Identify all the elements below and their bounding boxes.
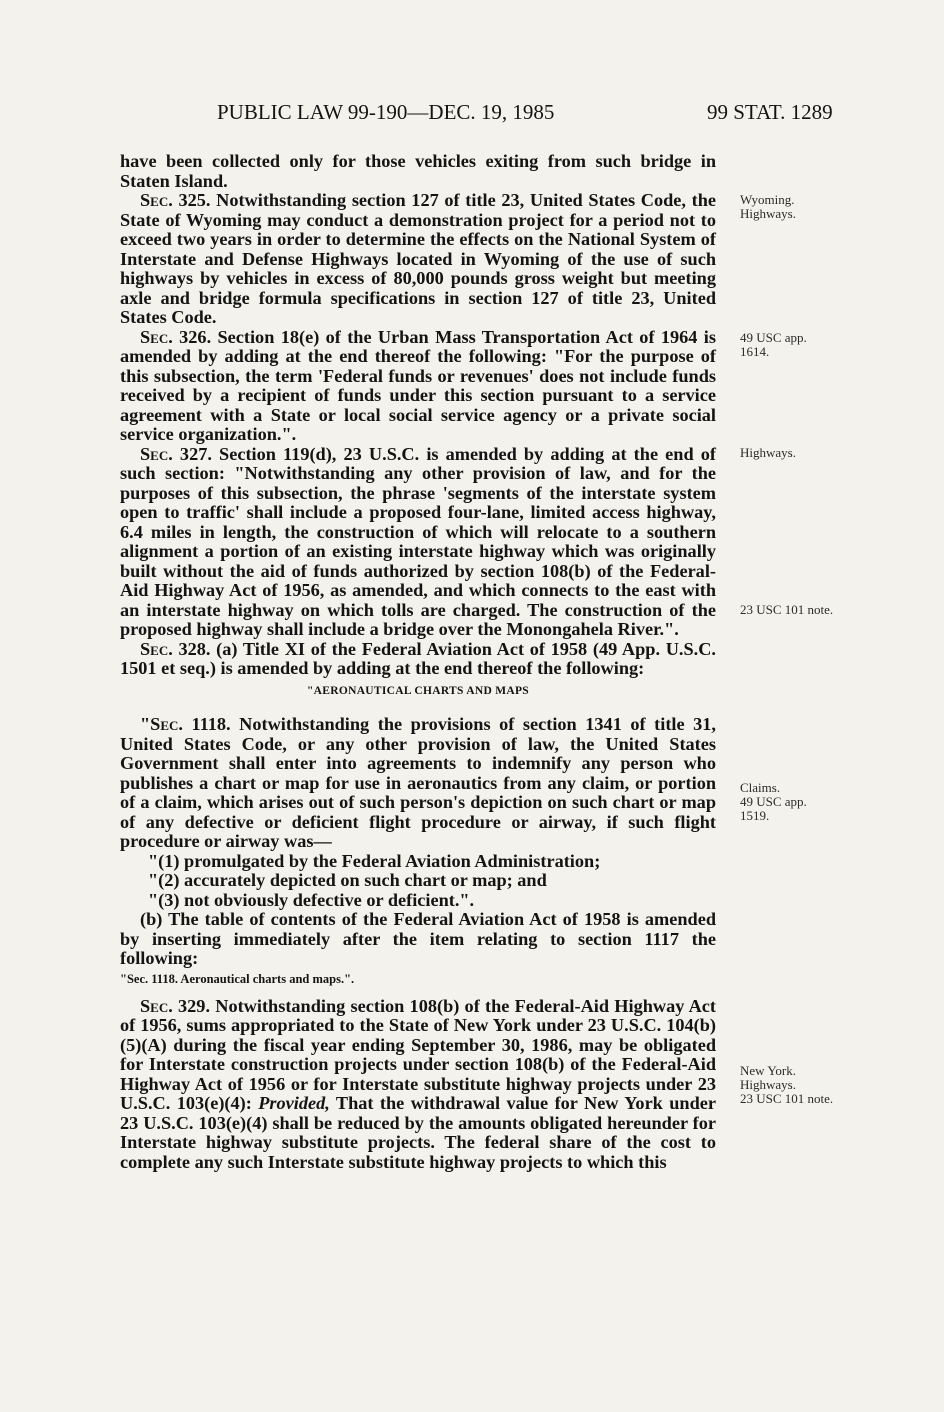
section-329 bbox=[120, 997, 716, 1173]
list-item-2: "(2) accurately depicted on such chart or map; and bbox=[148, 870, 547, 890]
section-label: Sec. bbox=[140, 638, 173, 659]
list-item-3: "(3) not obviously defective or deficient.". bbox=[148, 889, 475, 910]
margin-note-highways: Highways. bbox=[740, 445, 796, 460]
section-label: Sec. bbox=[140, 443, 173, 464]
body-text-column bbox=[120, 152, 716, 1172]
section-label: Sec. bbox=[140, 190, 173, 210]
section-328 bbox=[120, 640, 716, 679]
section-label: "Sec. bbox=[140, 714, 183, 734]
section-327 bbox=[120, 445, 716, 640]
margin-note-wyoming: Wyoming. Highways. bbox=[740, 192, 796, 221]
section-text: 328. (a) Title XI of the Federal Aviation Act of 1958 (49 App. U.S.C. 1501 et seq.) is amended by adding at the end thereof the following: bbox=[120, 638, 716, 678]
section-text: 325. Notwithstanding section 127 of title 23, United States Code, the State of Wyoming may conduct a demonstration project for a period not to exceed two years in order to determine the effects on the National System of Interstate and Defense Highways located in Wyoming of the use of such highways by vehicles in excess of 80,000 pounds gross weight but meeting axle and bridge formula specifications in section 127 of title 23, United States Code. bbox=[120, 190, 716, 327]
section-text: 327. Section 119(d), 23 U.S.C. is amended by adding at the end of such section: "Notwithstanding any other provision of law, and for the purposes of this subsection, the phrase 'segments of the interstate system open to traffic' shall include a proposed four-lane, limited access highway, 6.4 miles in length, the construction of which will relocate to a southern alignment a portion of an existing interstate highway which was originally built without the aid of funds authorized by section 108(b) of the Federal-Aid Highway Act of 1956, as amended, and which connects to the east with an interstate highway on which tolls are charged. The construction of the proposed highway shall include a bridge over the Monongahela River.". bbox=[120, 443, 716, 639]
section-325 bbox=[120, 191, 716, 328]
section-label: Sec. bbox=[140, 326, 173, 347]
paragraph-continuation: have been collected only for those vehicles exiting from such bridge in Staten Island. bbox=[120, 151, 716, 191]
subsection-b: (b) The table of contents of the Federal Aviation Act of 1958 is amended by inserting immediately after the item relating to section 1117 the following: bbox=[120, 909, 716, 968]
page-header bbox=[0, 100, 944, 130]
table-of-contents-entry: "Sec. 1118. Aeronautical charts and maps.". bbox=[120, 971, 355, 986]
section-text: That the withdrawal value for New York under 23 U.S.C. 103(e)(4) shall be reduced by the amounts obligated hereunder for Interstate highway substitute projects. The federal share of the cost to complete any such Interstate substitute highway projects to which this bbox=[120, 1093, 716, 1172]
section-text: 1118. Notwithstanding the provisions of section 1341 of title 31, United States Code, or any other provision of law, the United States Government shall enter into agreements to indemnify any person who publishes a chart or map for use in aeronautics from any claim, or portion of a claim, which arises out of such person's depiction on such chart or map of any defective or deficient flight procedure or airway, if such flight procedure or airway was— bbox=[120, 714, 716, 851]
section-text: 329. Notwithstanding section 108(b) of the Federal-Aid Highway Act of 1956, sums appropriated to the State of New York under 23 U.S.C. 104(b)(5)(A) during the fiscal year ending September 30, 1986, may be obligated for Interstate construction projects under section 108(b) of the Federal-Aid Highway Act of 1956 or for Interstate substitute highway projects under 23 U.S.C. 103(e)(4): bbox=[120, 995, 716, 1113]
margin-note-23-usc-101: 23 USC 101 note. bbox=[740, 602, 834, 617]
section-326 bbox=[120, 328, 716, 445]
margin-note-new-york: New York. Highways. 23 USC 101 note. bbox=[740, 1063, 834, 1106]
page-header-stat-number: 99 STAT. 1289 bbox=[707, 100, 833, 124]
margin-note-49-usc-1614: 49 USC app. 1614. bbox=[740, 330, 807, 359]
page-header-title: PUBLIC LAW 99-190—DEC. 19, 1985 bbox=[217, 100, 555, 124]
proviso-term: Provided, bbox=[258, 1093, 330, 1113]
section-1118 bbox=[120, 715, 716, 852]
margin-note-claims: Claims. 49 USC app. 1519. bbox=[740, 780, 807, 823]
list-item-1: "(1) promulgated by the Federal Aviation Administration; bbox=[148, 850, 601, 871]
section-heading: "AERONAUTICAL CHARTS AND MAPS bbox=[306, 684, 530, 697]
section-text: 326. Section 18(e) of the Urban Mass Transportation Act of 1964 is amended by adding at the end thereof the following: "For the purpose of this subsection, the term 'Federal funds or revenues' does not include funds received by a recipient of funds under this section pursuant to a service agreement with a State or local social service agency or a private social service organization.". bbox=[120, 326, 716, 444]
section-label: Sec. bbox=[140, 995, 173, 1016]
